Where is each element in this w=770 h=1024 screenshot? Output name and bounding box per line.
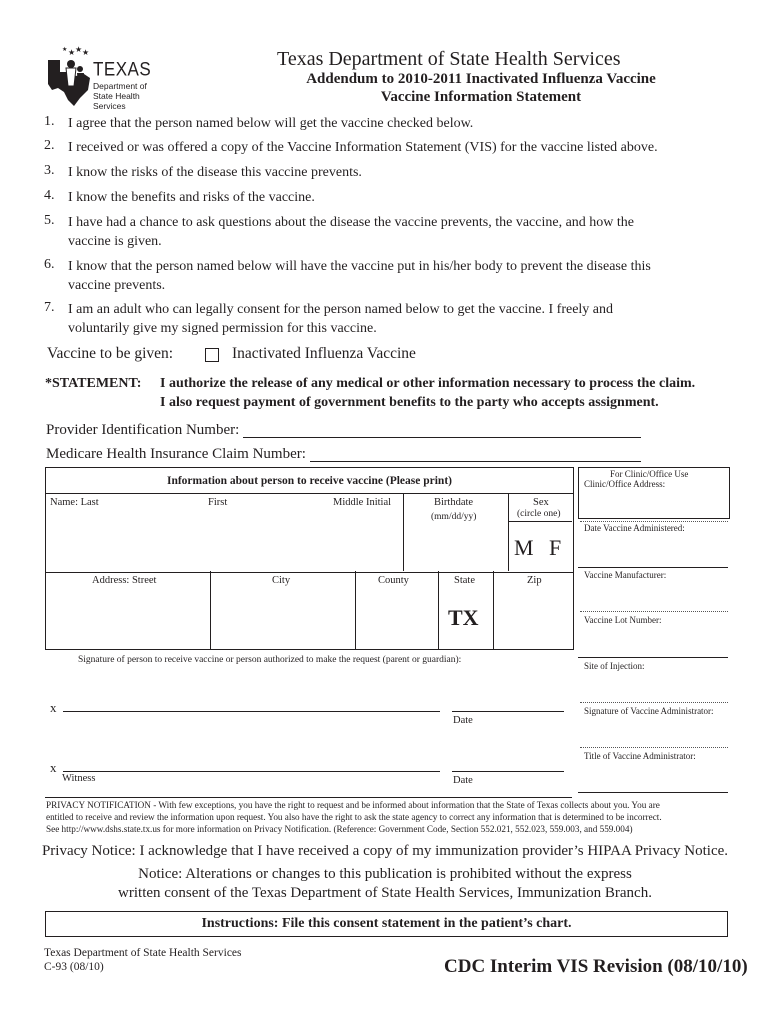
divider — [403, 493, 404, 571]
svg-text:★: ★ — [62, 47, 68, 53]
signature-x: x — [50, 700, 57, 715]
city-label: City — [272, 575, 291, 586]
witness-date-line[interactable] — [452, 771, 564, 772]
birthdate-label: Birthdate — [434, 497, 474, 508]
divider — [438, 571, 439, 649]
divider — [578, 657, 728, 658]
divider — [580, 521, 728, 522]
statement-line2: I also request payment of government benefits to the party who accepts assignment. — [160, 395, 659, 410]
page-subtitle-line2: Vaccine Information Statement — [380, 89, 582, 105]
divider — [508, 493, 509, 571]
footer-revision: CDC Interim VIS Revision (08/10/10) — [444, 956, 748, 977]
vaccine-label: Vaccine to be given: — [47, 345, 174, 362]
footer-agency: Texas Department of State Health Services — [44, 947, 242, 959]
item-number: 7. — [44, 300, 55, 315]
divider — [580, 611, 728, 612]
manufacturer-label[interactable]: Vaccine Manufacturer: — [584, 570, 667, 580]
date-administered-label[interactable]: Date Vaccine Administered: — [584, 523, 685, 533]
alteration-notice-line2: written consent of the Texas Department of State Health Services, Immunization Branch. — [118, 885, 652, 901]
vaccine-checkbox[interactable] — [205, 348, 219, 362]
zip-label: Zip — [527, 575, 542, 586]
svg-text:★: ★ — [75, 46, 83, 54]
consent-item-line: I know the benefits and risks of the vaccine. — [68, 190, 315, 205]
statement-label: *STATEMENT: — [45, 376, 142, 391]
clinic-use-label: For Clinic/Office Use — [610, 469, 689, 479]
divider — [493, 571, 494, 649]
name-last-label: Name: Last — [50, 497, 99, 508]
person-info-header-text: Information about person to receive vaccine (Please print) — [166, 475, 452, 487]
divider — [508, 521, 572, 522]
consent-item-line: I know the risks of the disease this vaccine prevents. — [68, 165, 362, 180]
hipaa-notice: Privacy Notice: I acknowledge that I have received a copy of my immunization provider’s HIPAA Privacy Notice. — [41, 843, 729, 859]
svg-text:★: ★ — [82, 48, 90, 57]
logo-wordmark: TEXAS — [93, 58, 152, 80]
privacy-line: PRIVACY NOTIFICATION - With few exceptions, you have the right to request and be informed about information that the State of Texas collects about you. You are — [46, 800, 660, 810]
consent-item — [68, 188, 728, 207]
item-number: 6. — [44, 257, 55, 272]
consent-item-line: voluntarily give my signed permission for this vaccine. — [68, 321, 377, 336]
consent-item — [68, 163, 728, 182]
witness-label: Witness — [62, 773, 96, 784]
consent-item-line: I know that the person named below will have the vaccine put in his/her body to prevent the disease this — [68, 259, 651, 274]
texas-map-icon — [44, 46, 92, 108]
divider — [355, 571, 356, 649]
page-subtitle-line1: Addendum to 2010-2011 Inactivated Influenza Vaccine — [306, 71, 656, 87]
footer-form-id: C-93 (08/10) — [44, 961, 104, 973]
logo-subtitle-line1: Department of — [93, 81, 147, 91]
site-injection-label[interactable]: Site of Injection: — [584, 661, 645, 671]
consent-item — [68, 300, 728, 338]
signature-date-line[interactable] — [452, 711, 564, 712]
sex-hint: (circle one) — [517, 509, 561, 519]
item-number: 1. — [44, 114, 55, 129]
item-number: 4. — [44, 188, 55, 203]
privacy-line: entitled to receive and review the information upon request. You also have the right to ask the state agency to correct any information that is determined to be incorrect. — [46, 812, 662, 823]
provider-id-label: Provider Identification Number: — [46, 422, 240, 438]
privacy-line: See http://www.dshs.state.tx.us for more information on Privacy Notification. (Reference: Government Code, Section 552.021, 552.023, 559.003, and 559.004) — [46, 824, 633, 835]
consent-item-line: I received or was offered a copy of the Vaccine Information Statement (VIS) for the vaccine listed above. — [68, 140, 658, 155]
provider-id-field[interactable] — [243, 437, 641, 438]
county-label: County — [378, 575, 409, 586]
birthdate-format: (mm/dd/yy) — [431, 512, 477, 522]
signature-date-label: Date — [453, 715, 473, 726]
dshs-logo — [44, 46, 164, 111]
admin-title-label[interactable]: Title of Vaccine Administrator: — [584, 751, 696, 761]
consent-item — [68, 213, 728, 251]
svg-text:★: ★ — [68, 48, 76, 57]
person-info-header — [45, 467, 574, 494]
signature-line[interactable] — [63, 711, 440, 712]
page-title: Texas Department of State Health Services — [277, 48, 621, 70]
sex-f-option[interactable]: F — [549, 535, 562, 560]
witness-x: x — [50, 760, 57, 775]
medicare-claim-field[interactable] — [310, 461, 641, 462]
consent-item-line: vaccine is given. — [68, 234, 162, 249]
signature-label: Signature of person to receive vaccine or person authorized to make the request (parent or guardian): — [78, 655, 462, 665]
consent-item-line: vaccine prevents. — [68, 278, 166, 293]
sex-label: Sex — [533, 497, 549, 508]
alteration-notice-line1: Notice: Alterations or changes to this publication is prohibited without the express — [138, 866, 632, 882]
instructions-box: Instructions: File this consent statement in the patient’s chart. — [45, 911, 728, 937]
item-number: 5. — [44, 213, 55, 228]
item-number: 3. — [44, 163, 55, 178]
sex-m-option[interactable]: M — [514, 535, 534, 560]
statement-line1: I authorize the release of any medical or other information necessary to process the claim. — [160, 376, 696, 391]
vaccine-option: Inactivated Influenza Vaccine — [232, 345, 416, 362]
state-value: TX — [448, 605, 479, 630]
consent-item-line: I am an adult who can legally consent for the person named below to get the vaccine. I freely and — [68, 302, 614, 317]
logo-subtitle-line2: State Health Services — [93, 91, 140, 111]
medicare-claim-label: Medicare Health Insurance Claim Number: — [46, 446, 306, 462]
consent-item-line: I agree that the person named below will get the vaccine checked below. — [68, 116, 474, 131]
divider — [578, 567, 728, 568]
admin-signature-label[interactable]: Signature of Vaccine Administrator: — [584, 706, 714, 716]
address-street-label: Address: Street — [92, 575, 157, 586]
consent-item — [68, 257, 728, 295]
privacy-notification — [46, 799, 736, 836]
first-name-label: First — [208, 497, 228, 508]
consent-item-line: I have had a chance to ask questions about the disease the vaccine prevents, the vaccine, and how the — [68, 215, 635, 230]
witness-signature-line[interactable] — [63, 771, 440, 772]
divider — [580, 747, 728, 748]
name-row — [45, 493, 574, 573]
lot-number-label[interactable]: Vaccine Lot Number: — [584, 615, 662, 625]
consent-item — [68, 114, 728, 133]
divider — [580, 702, 728, 703]
divider — [210, 571, 211, 649]
witness-date-label: Date — [453, 775, 473, 786]
divider — [578, 792, 728, 793]
middle-initial-label: Middle Initial — [333, 497, 392, 508]
state-label: State — [454, 575, 475, 586]
item-number: 2. — [44, 138, 55, 153]
consent-item — [68, 138, 728, 157]
clinic-address-label: Clinic/Office Address: — [584, 479, 666, 489]
